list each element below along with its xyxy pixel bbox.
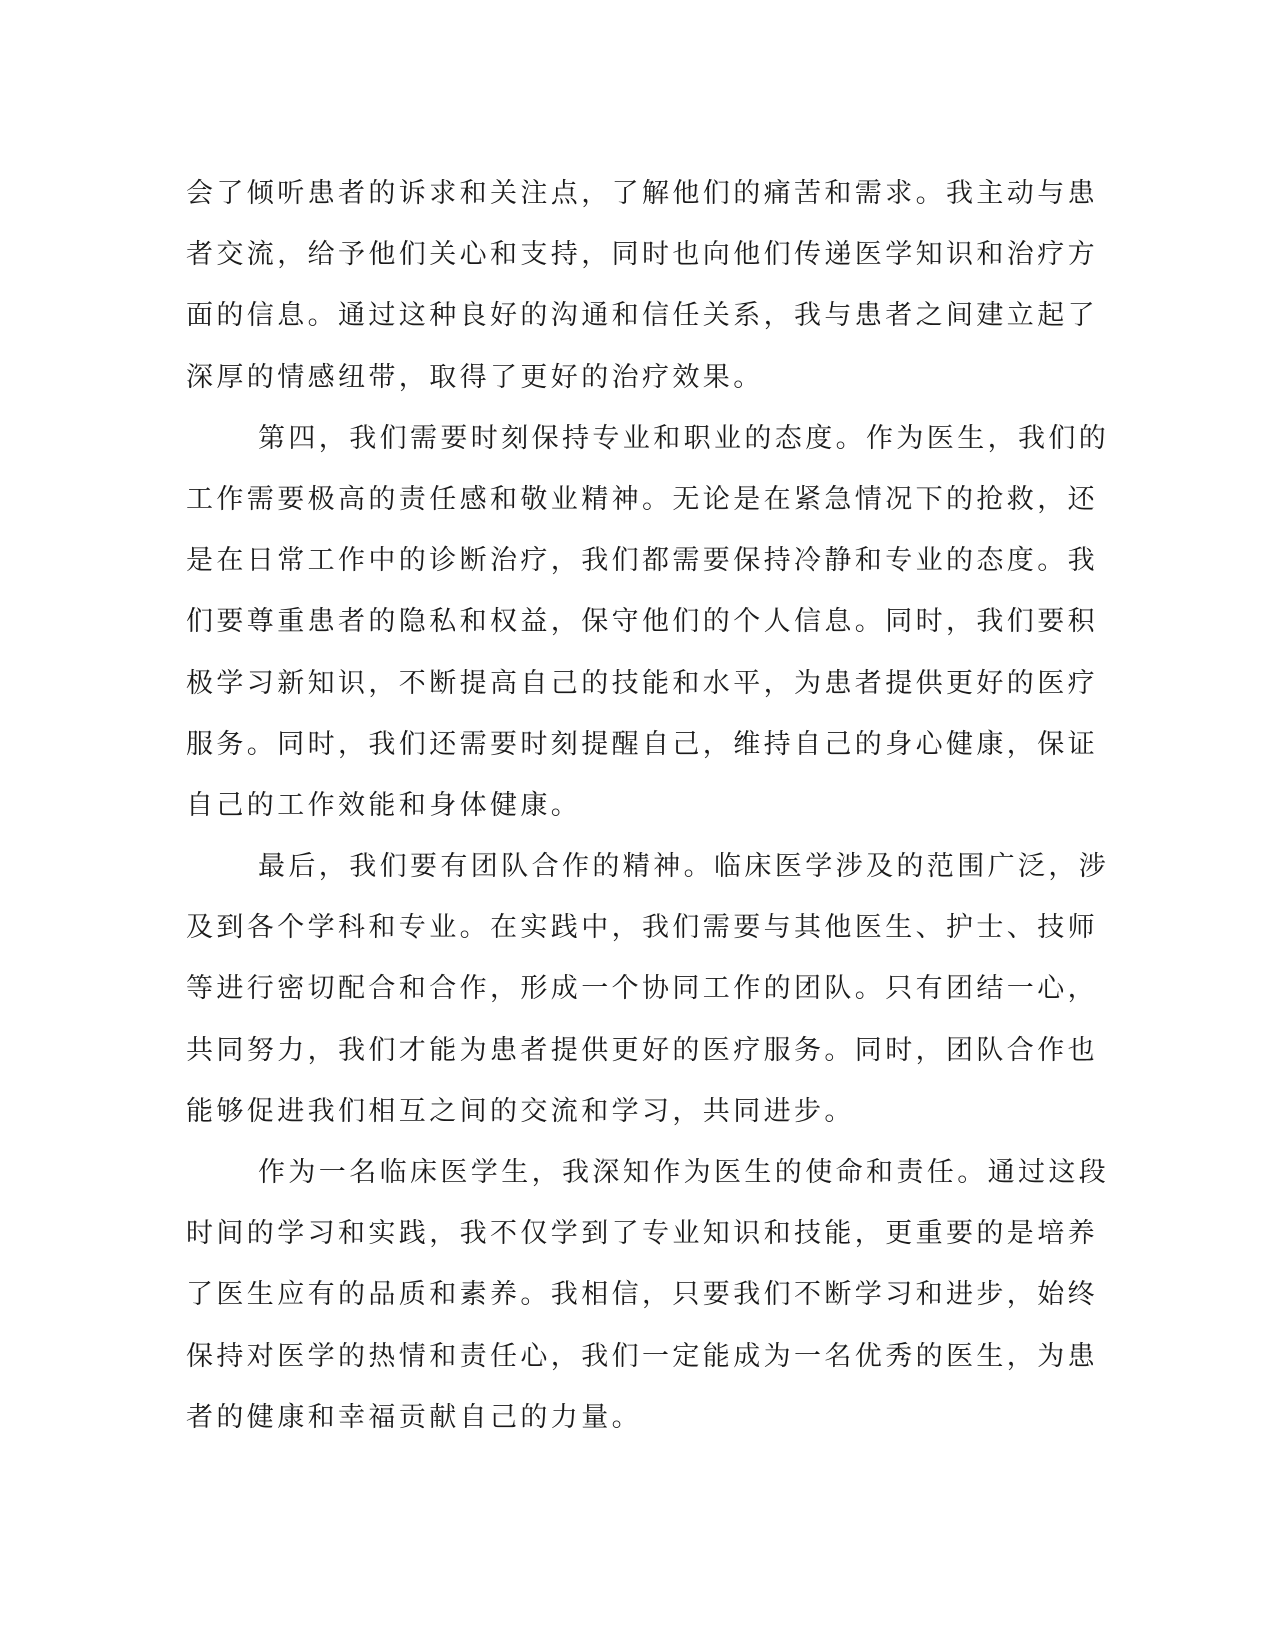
- paragraph: [186, 163, 1098, 408]
- text-line: 能够促进我们相互之间的交流和学习，共同进步。: [186, 1095, 855, 1127]
- text-line: 时间的学习和实践，我不仅学到了专业知识和技能，更重要的是培养: [186, 1218, 1098, 1250]
- text-line: 面的信息。通过这种良好的沟通和信任关系，我与患者之间建立起了: [186, 300, 1098, 332]
- paragraph: [186, 836, 1110, 1142]
- text-line: 第四，我们需要时刻保持专业和职业的态度。作为医生，我们的: [258, 422, 1110, 454]
- text-line: 工作需要极高的责任感和敬业精神。无论是在紧急情况下的抢救，还: [186, 483, 1098, 515]
- document-body: [186, 163, 1110, 1448]
- text-line: 保持对医学的热情和责任心，我们一定能成为一名优秀的医生，为患: [186, 1340, 1098, 1372]
- paragraph: [186, 1142, 1110, 1448]
- text-line: 了医生应有的品质和素养。我相信，只要我们不断学习和进步，始终: [186, 1279, 1098, 1311]
- text-line: 最后，我们要有团队合作的精神。临床医学涉及的范围广泛，涉: [258, 851, 1110, 883]
- text-line: 极学习新知识，不断提高自己的技能和水平，为患者提供更好的医疗: [186, 667, 1098, 699]
- text-line: 者交流，给予他们关心和支持，同时也向他们传递医学知识和治疗方: [186, 239, 1098, 271]
- paragraph: [186, 408, 1110, 836]
- text-line: 作为一名临床医学生，我深知作为医生的使命和责任。通过这段: [258, 1157, 1110, 1188]
- text-line: 及到各个学科和专业。在实践中，我们需要与其他医生、护士、技师: [186, 912, 1098, 944]
- text-line: 自己的工作效能和身体健康。: [186, 789, 582, 821]
- text-line: 共同努力，我们才能为患者提供更好的医疗服务。同时，团队合作也: [186, 1034, 1098, 1066]
- text-line: 们要尊重患者的隐私和权益，保守他们的个人信息。同时，我们要积: [186, 606, 1098, 638]
- text-line: 深厚的情感纽带，取得了更好的治疗效果。: [186, 361, 764, 393]
- text-line: 会了倾听患者的诉求和关注点，了解他们的痛苦和需求。我主动与患: [186, 178, 1098, 209]
- text-line: 者的健康和幸福贡献自己的力量。: [186, 1401, 642, 1433]
- text-line: 是在日常工作中的诊断治疗，我们都需要保持冷静和专业的态度。我: [186, 545, 1098, 577]
- text-line: 等进行密切配合和合作，形成一个协同工作的团队。只有团结一心，: [186, 973, 1098, 1005]
- text-line: 服务。同时，我们还需要时刻提醒自己，维持自己的身心健康，保证: [186, 728, 1098, 760]
